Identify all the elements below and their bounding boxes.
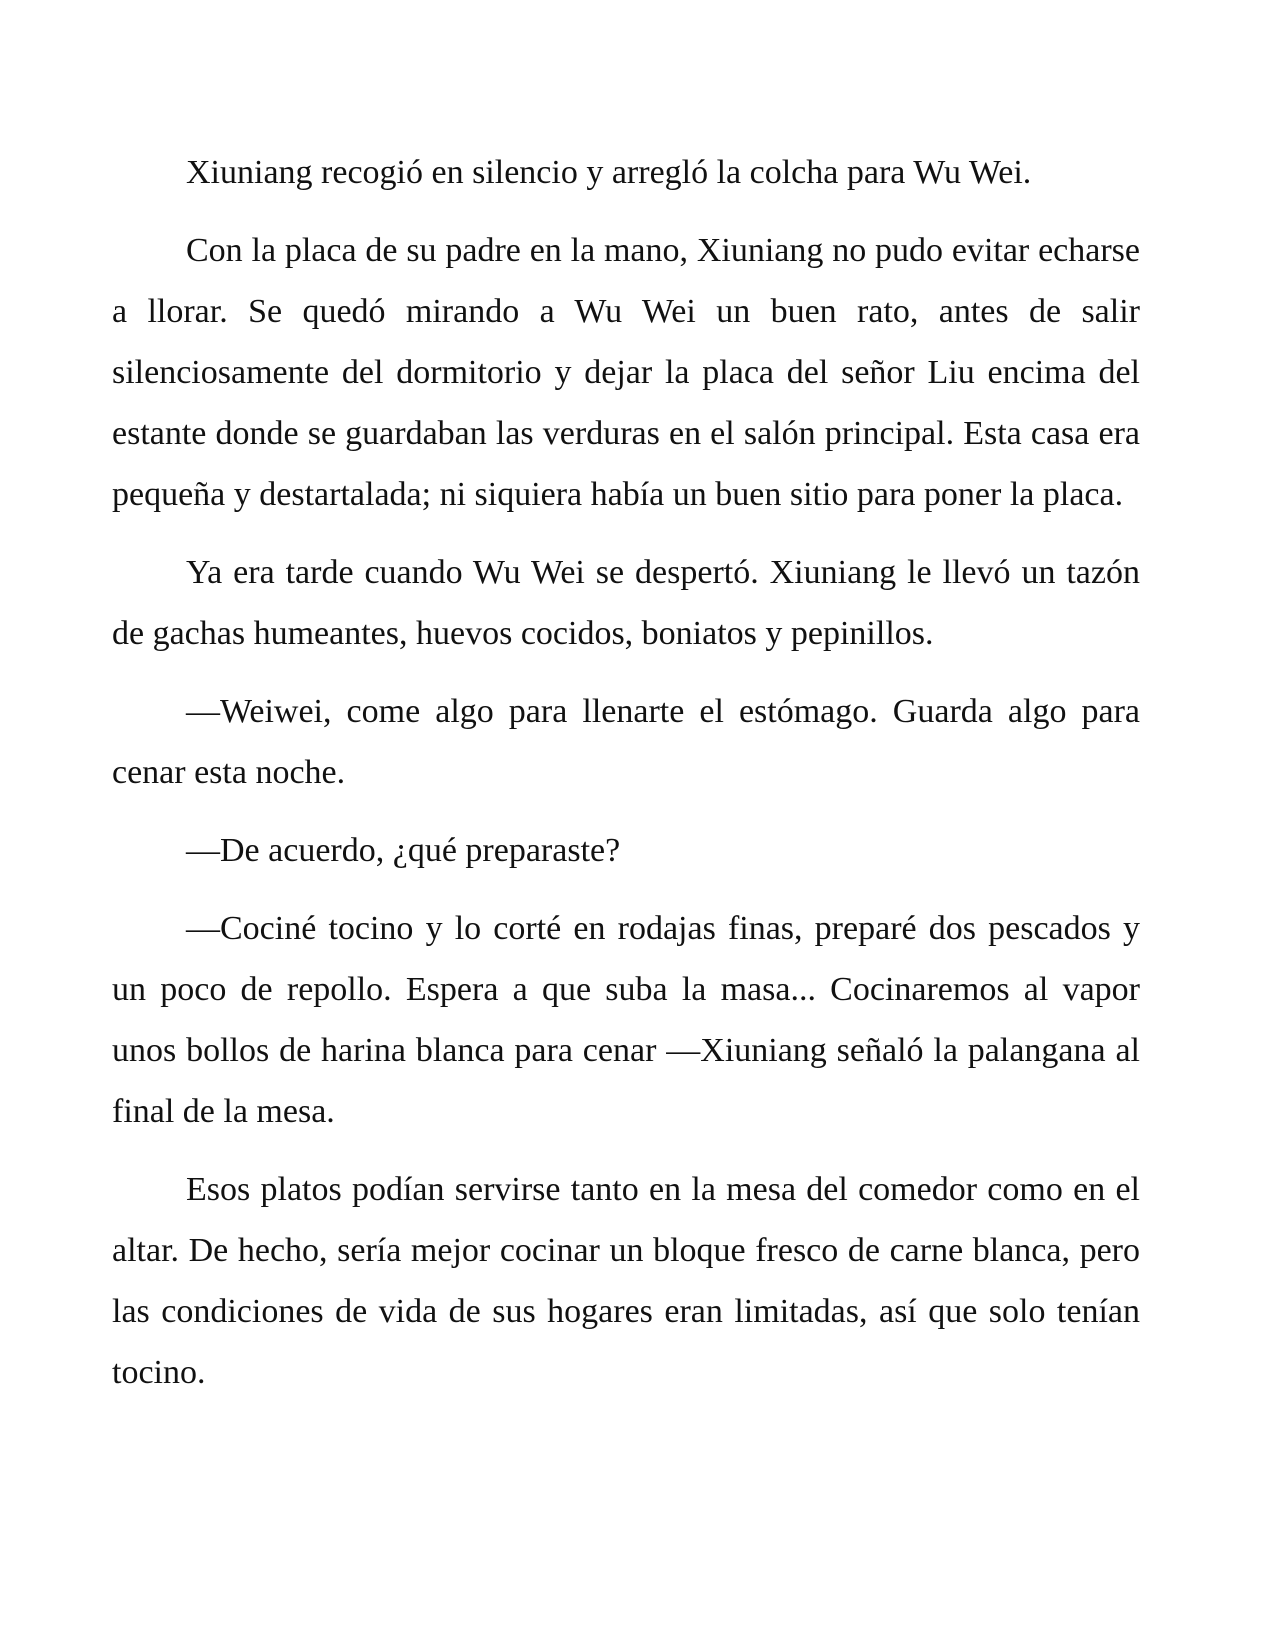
paragraph-4: —Weiwei, come algo para llenarte el estómago. Guarda algo para cenar esta noche. — [112, 693, 1140, 791]
document-page — [112, 142, 1140, 1420]
paragraph-1: Xiuniang recogió en silencio y arregló la colcha para Wu Wei. — [186, 154, 1032, 191]
paragraph-7: Esos platos podían servirse tanto en la mesa del comedor como en el altar. De hecho, sería mejor cocinar un bloque fresco de carne blanca, pero las condiciones de vida de sus hogares eran limitadas, así que solo tenían tocino. — [112, 1171, 1140, 1391]
paragraph-5: —De acuerdo, ¿qué preparaste? — [186, 832, 621, 869]
paragraph-6: —Cociné tocino y lo corté en rodajas finas, preparé dos pescados y un poco de repollo. Espera a que suba la masa... Cocinaremos al vapor unos bollos de harina blanca para cenar —Xiuniang señaló la palangana al final de la mesa. — [112, 910, 1140, 1130]
paragraph-2: Con la placa de su padre en la mano, Xiuniang no pudo evitar echarse a llorar. Se quedó mirando a Wu Wei un buen rato, antes de salir silenciosamente del dormitorio y dejar la placa del señor Liu encima del estante donde se guardaban las verduras en el salón principal. Esta casa era pequeña y destartalada; ni siquiera había un buen sitio para poner la placa. — [112, 232, 1140, 513]
paragraph-3: Ya era tarde cuando Wu Wei se despertó. Xiuniang le llevó un tazón de gachas humeantes, huevos cocidos, boniatos y pepinillos. — [112, 554, 1140, 652]
